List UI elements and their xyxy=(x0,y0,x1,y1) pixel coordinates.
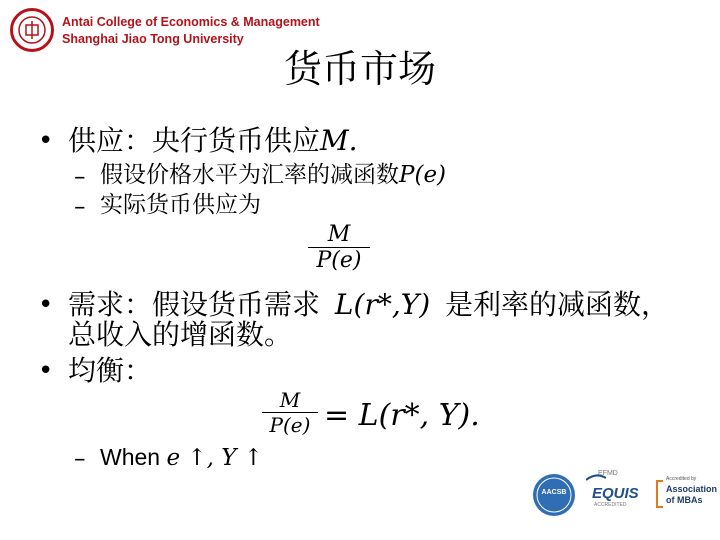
amba-logo xyxy=(656,476,718,510)
equis-text: EQUIS xyxy=(592,485,639,502)
amba-line-1: Association xyxy=(666,484,718,494)
sub-when-math: e ↑, Y ↑ xyxy=(166,445,264,471)
slide-title: 货币市场 xyxy=(283,47,436,91)
fraction-denominator: P(e) xyxy=(269,413,311,437)
aacsb-label: AACSB xyxy=(541,489,567,496)
demand-function-math: L(r*,Y) xyxy=(334,288,431,321)
sub-real-supply-text: 实际货币供应为 xyxy=(100,192,261,218)
bullet-marker: • xyxy=(38,356,54,386)
dash-marker: – xyxy=(74,194,86,220)
dash-marker: – xyxy=(74,446,86,472)
equilibrium-fraction xyxy=(262,388,318,437)
bullet-demand-line2: 总收入的增函数。 xyxy=(68,318,293,351)
equis-accredited: ACCREDITED xyxy=(594,502,627,508)
bullet-supply xyxy=(68,124,358,158)
bullet-marker: • xyxy=(38,290,54,320)
institution-line-2: Shanghai Jiao Tong University xyxy=(62,32,244,46)
sub-when xyxy=(100,442,263,473)
institution-name xyxy=(62,14,320,48)
sub-price-level xyxy=(100,160,446,190)
sub-when-text: When xyxy=(100,444,161,470)
bullet-demand-text: 需求：假设货币需求 xyxy=(68,288,321,321)
sub-price-level-math: P(e) xyxy=(399,162,447,188)
bullet-supply-math: M. xyxy=(320,124,358,157)
fraction-denominator: P(e) xyxy=(316,248,362,273)
sub-real-supply xyxy=(100,190,261,220)
equis-logo xyxy=(584,470,639,516)
sub-price-level-text: 假设价格水平为汇率的减函数 xyxy=(100,162,399,188)
institution-line-1: Antai College of Economics & Management xyxy=(62,15,320,29)
bullet-demand-text-after: 是利率的减函数， xyxy=(445,288,670,321)
bullet-marker: • xyxy=(38,126,54,156)
bullet-demand xyxy=(68,288,698,322)
bullet-equilibrium: 均衡： xyxy=(68,354,153,387)
equis-efmd: EFMD xyxy=(598,470,618,477)
real-money-fraction xyxy=(308,222,370,273)
equis-swoosh-icon xyxy=(586,472,606,482)
dash-marker: – xyxy=(74,164,86,190)
aacsb-logo xyxy=(533,474,575,516)
amba-accredited-by: Accredited by xyxy=(666,476,697,482)
equilibrium-rhs: = L(r*, Y). xyxy=(324,398,480,433)
fraction-numerator: M xyxy=(279,388,301,412)
fraction-numerator: M xyxy=(327,222,351,247)
amba-bracket-icon xyxy=(656,480,664,508)
bullet-supply-text: 供应：央行货币供应 xyxy=(68,124,321,157)
amba-line-2: of MBAs xyxy=(666,495,703,505)
